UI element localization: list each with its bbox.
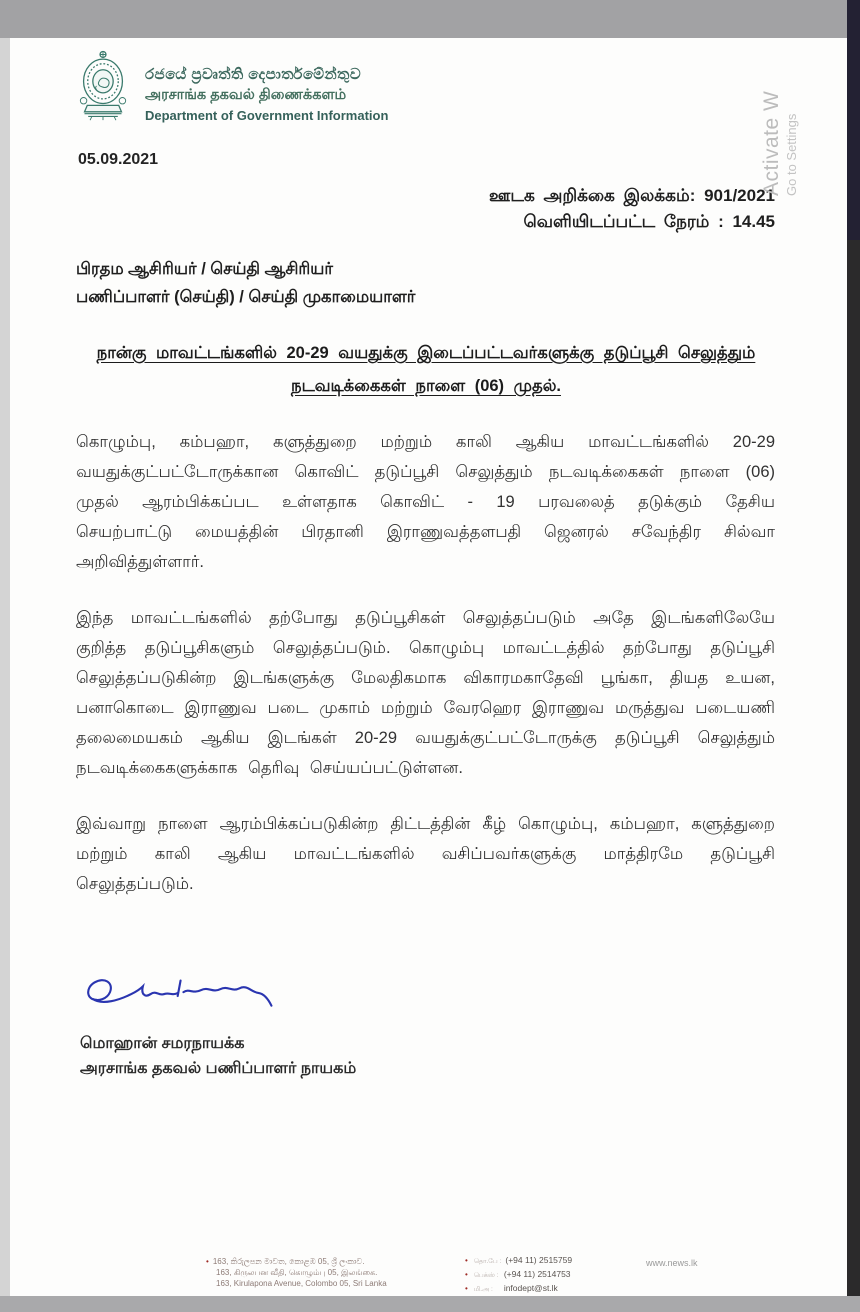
footer-address-tamil: 163, கிருலபன வீதி, கொழும்பு 05, இலங்கை. bbox=[216, 1268, 378, 1277]
addressee-line-2: பணிப்பாளர் (செய்தி) / செய்தி முகாமையாளர் bbox=[76, 288, 416, 306]
bullet-icon: • bbox=[206, 1257, 209, 1266]
paragraph-2: இந்த மாவட்டங்களில் தற்போது தடுப்பூசிகள் செலுத்தப்படும் அதே இடங்களிலேயே குறித்த தடுப்பூசிகளும் செலுத்தப்படும். கொழும்பு மாவட்டத்தில் தற்போது தடுப்பூசி செலுத்தப்படுகின்ற இடங்களுக்கு மேலதிகமாக விகாரமகாதேவி பூங்கா, தியத உயன, பனாகொடை இராணுவ படை முகாம் மற்றும் வேரஹெர இராணுவ மருத்துவ படையணி தலைமையகம் ஆகிய இடங்கள் 20-29 வயதுக்குட்பட்டோருக்கு தடுப்பூசி செலுத்தும் நடவடிக்கைகளுக்காக தெரிவு செய்யப்பட்டுள்ளன. bbox=[76, 609, 775, 777]
release-meta-block bbox=[10, 183, 775, 235]
footer-address-block bbox=[206, 1256, 387, 1289]
footer-address-sinhala: 163, කිරුලපන මාවත, කොළඹ 05, ශ්‍රී ලංකාව. bbox=[212, 1257, 365, 1266]
title-line-2: நடவடிக்கைகள் நாளை (06) முதல். bbox=[291, 377, 561, 395]
signatory-designation: அரசாங்க தகவல் பணிப்பாளர் நாயகம் bbox=[80, 1060, 357, 1077]
bullet-icon: • bbox=[465, 1284, 468, 1293]
footer-fax: (+94 11) 2514753 bbox=[503, 1269, 571, 1279]
footer-website: www.news.lk bbox=[646, 1258, 698, 1268]
fax-label: பெக்ஸ் : bbox=[473, 1272, 499, 1279]
letterhead-footer bbox=[10, 1248, 847, 1296]
release-time-line: வெளியிடப்பட்ட நேரம் : 14.45 bbox=[523, 212, 775, 231]
letterhead bbox=[10, 38, 847, 125]
paragraph-1: கொழும்பு, கம்பஹா, களுத்துறை மற்றும் காலி ஆகிய மாவட்டங்களில் 20-29 வயதுக்குட்பட்டோருக்கான கொவிட் தடுப்பூசி செலுத்தும் நடவடிக்கைகள் நாளை (06) முதல் ஆரம்பிக்கப்பட உள்ளதாக கொவிட் - 19 பரவலைத் தடுக்கும் தேசிய செயற்பாட்டு மையத்தின் பிரதானி இராணுவத்தளபதி ஜெனரல் சவேந்திர சில்வா அறிவித்துள்ளார். bbox=[76, 433, 775, 571]
title-line-1: நான்கு மாவட்டங்களில் 20-29 வயதுக்கு இடைப்பட்டவர்களுக்கு தடுப்பூசி செலுத்தும் bbox=[96, 344, 756, 362]
org-name-sinhala: රජයේ ප්‍රවෘත්ති දෙපාර්තමේන්තුව bbox=[145, 66, 362, 83]
watermark-settings-text: Go to Settings bbox=[784, 113, 799, 196]
org-name-block bbox=[145, 48, 388, 125]
handwritten-signature bbox=[80, 967, 285, 1025]
viewer-right-strip bbox=[847, 0, 860, 1312]
bullet-icon: • bbox=[465, 1270, 468, 1279]
footer-email: infodept@st.lk bbox=[503, 1283, 558, 1293]
footer-address-english: 163, Kirulapona Avenue, Colombo 05, Sri Lanka bbox=[216, 1279, 387, 1288]
press-release-page bbox=[10, 38, 847, 1296]
footer-phone: (+94 11) 2515759 bbox=[505, 1255, 573, 1265]
signature-block bbox=[80, 967, 847, 1081]
addressee-line-1: பிரதம ஆசிரியர் / செய்தி ஆசிரியர் bbox=[76, 260, 334, 278]
signatory-name: மொஹான் சமரநாயக்க bbox=[80, 1035, 245, 1052]
viewer-top-bar bbox=[0, 0, 860, 38]
sri-lanka-emblem-icon bbox=[75, 48, 131, 122]
phone-label: தொ.பே : bbox=[473, 1258, 502, 1265]
addressee-block bbox=[76, 255, 847, 311]
release-number-line: ஊடக அறிக்கை இலக்கம்: 901/2021 bbox=[489, 186, 775, 205]
press-release-body bbox=[76, 427, 775, 899]
release-date: 05.09.2021 bbox=[78, 151, 159, 168]
paragraph-3: இவ்வாறு நாளை ஆரம்பிக்கப்படுகின்ற திட்டத்தின் கீழ் கொழும்பு, கம்பஹா, களுத்துறை மற்றும் காலி ஆகிய மாவட்டங்களில் வசிப்பவர்களுக்கு மாத்திரமே தடுப்பூசி செலுத்தப்படும். bbox=[76, 815, 775, 893]
org-name-tamil: அரசாங்க தகவல் திணைக்களம் bbox=[145, 87, 347, 103]
footer-contact-block bbox=[465, 1254, 572, 1296]
viewer-bottom-bar bbox=[0, 1296, 860, 1312]
watermark-activate-text: Activate W bbox=[760, 90, 783, 196]
org-name-english: Department of Government Information bbox=[145, 108, 389, 123]
bullet-icon: • bbox=[465, 1256, 468, 1265]
press-release-title bbox=[95, 337, 757, 403]
email-label: மி.அ : bbox=[473, 1286, 493, 1293]
